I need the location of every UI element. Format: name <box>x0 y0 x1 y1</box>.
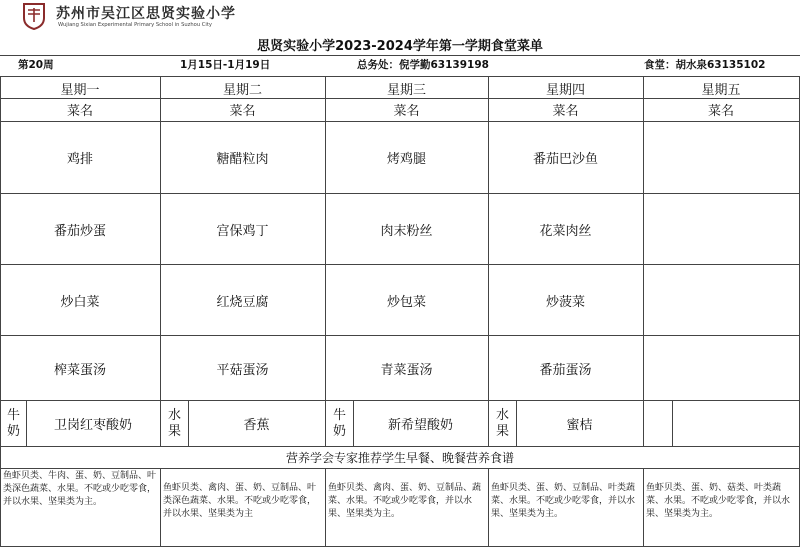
day-header-wed: 星期三 <box>386 82 426 98</box>
dish-cell: 青菜蛋汤 <box>380 362 433 378</box>
nutrition-thu: 鱼虾贝类、蛋、奶、豆制品、叶类蔬菜、水果。不吃或少吃零食，并以水果、坚果类为主。 <box>491 483 636 519</box>
nutrition-tue: 鱼虾贝类、禽肉、蛋、奶、豆制品、叶类深色蔬菜、水果。不吃或少吃零食，并以水果、坚果类为主 <box>163 483 317 519</box>
dish-header: 菜名 <box>707 103 734 119</box>
canteen-contact: 食堂：胡水泉63135102 <box>644 59 766 71</box>
dish-cell: 鸡排 <box>66 152 93 167</box>
extra-item: 卫岗红枣酸奶 <box>53 418 132 433</box>
affairs-contact: 总务处：倪学勤63139198 <box>357 59 489 71</box>
dish-cell: 番茄炒蛋 <box>53 223 106 239</box>
dish-cell: 番茄蛋汤 <box>539 362 592 378</box>
dish-header: 菜名 <box>66 103 93 119</box>
dish-header: 菜名 <box>393 103 420 119</box>
dish-header: 菜名 <box>552 103 579 119</box>
nutrition-mon: 鱼虾贝类、牛肉、蛋、奶、豆制品、叶类深色蔬菜、水果。不吃或少吃零食，并以水果、坚果类为主。 <box>3 471 157 507</box>
day-header-thu: 星期四 <box>545 82 585 98</box>
grid-line <box>488 468 489 546</box>
extra-label: 水 果 <box>167 407 181 439</box>
dish-cell: 烤鸡腿 <box>386 152 426 167</box>
grid-line <box>160 468 161 546</box>
dish-cell: 榨菜蛋汤 <box>53 362 106 378</box>
dish-cell: 番茄巴沙鱼 <box>532 152 598 167</box>
extra-item: 香蕉 <box>243 418 270 433</box>
extra-label: 水 果 <box>495 407 509 439</box>
nutrition-title: 营养学会专家推荐学生早餐、晚餐营养食谱 <box>285 451 514 465</box>
nutrition-wed: 鱼虾贝类、禽肉、蛋、奶、豆制品、蔬菜、水果。不吃或少吃零食，并以水果、坚果类为主。 <box>328 483 482 519</box>
day-header-fri: 星期五 <box>701 82 741 98</box>
dish-cell: 平菇蛋汤 <box>216 362 269 378</box>
extra-item: 蜜桔 <box>566 418 593 433</box>
grid-line <box>0 446 800 447</box>
school-name: 苏州市吴江区思贤实验小学 <box>56 6 236 22</box>
grid-line <box>643 468 644 546</box>
extra-item: 新希望酸奶 <box>387 418 453 433</box>
grid-line <box>325 468 326 546</box>
grid-line <box>0 468 800 469</box>
dish-cell: 宫保鸡丁 <box>216 223 269 239</box>
extra-label: 牛 奶 <box>332 407 346 439</box>
grid-line <box>0 546 800 547</box>
week-label: 第20周 <box>18 59 54 71</box>
dish-cell: 红烧豆腐 <box>216 294 269 310</box>
day-header-tue: 星期二 <box>222 82 262 98</box>
dish-cell: 炒菠菜 <box>545 294 585 310</box>
extra-label: 牛 奶 <box>6 407 20 439</box>
school-emblem-icon <box>22 2 46 30</box>
nutrition-fri: 鱼虾贝类、蛋、奶、菇类、叶类蔬菜、水果。不吃或少吃零食，并以水果、坚果类为主。 <box>646 483 791 519</box>
day-header-mon: 星期一 <box>60 82 100 98</box>
dish-cell: 炒白菜 <box>60 294 100 310</box>
friday-empty-cells <box>643 122 799 400</box>
school-logo-bar <box>0 0 800 34</box>
menu-title: 思贤实验小学2023-2024学年第一学期食堂菜单 <box>257 39 543 54</box>
dish-cell: 肉末粉丝 <box>380 223 433 239</box>
school-name-english: Wujiang Sixian Experimental Primary School in Suzhou City <box>58 22 212 28</box>
dish-header: 菜名 <box>229 103 256 119</box>
dish-cell: 糖醋粒肉 <box>216 152 269 167</box>
date-range: 1月15日-1月19日 <box>180 59 271 71</box>
dish-cell: 花菜肉丝 <box>539 223 592 239</box>
grid-line <box>672 400 673 446</box>
dish-cell: 炒包菜 <box>386 294 426 310</box>
grid-line <box>0 55 800 56</box>
